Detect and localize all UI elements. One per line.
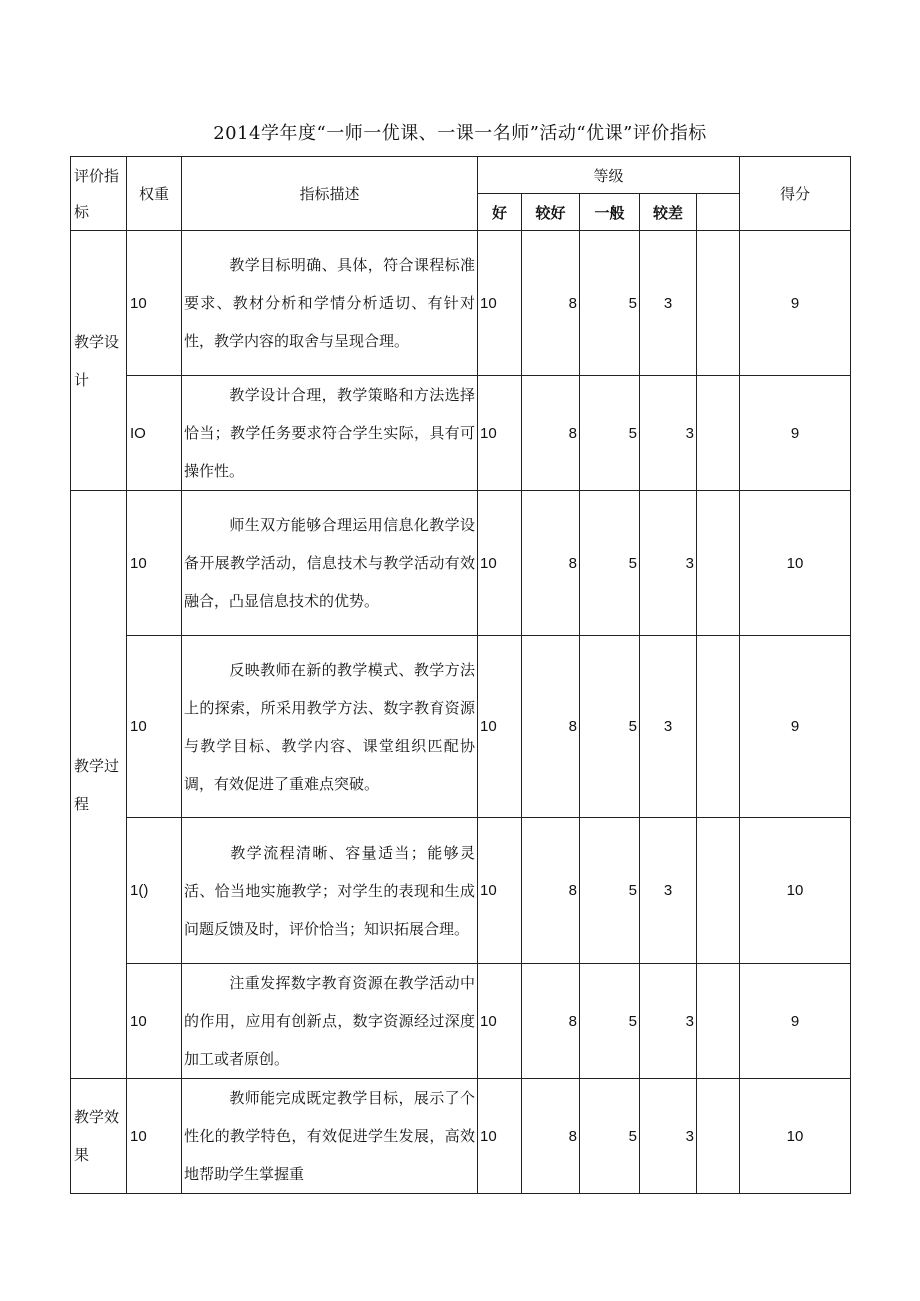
weight-cell: 10: [127, 964, 182, 1079]
header-level-good: 好: [478, 194, 522, 231]
blank-cell: [697, 376, 740, 491]
level-poor-value: 3: [640, 231, 697, 376]
level-good-value: 10: [478, 1079, 522, 1194]
description-text: 教师能完成既定教学目标，展示了个性化的教学特色，有效促进学生发展，高效地帮助学生掌握重: [184, 1089, 475, 1183]
level-poor-value: 3: [640, 491, 697, 636]
level-average-value: 5: [580, 231, 640, 376]
level-fair-value: 8: [522, 964, 580, 1079]
blank-cell: [697, 636, 740, 818]
level-average-value: 5: [580, 636, 640, 818]
header-score: 得分: [740, 157, 851, 231]
level-fair-value: 8: [522, 818, 580, 964]
header-grade: 等级: [478, 157, 740, 194]
level-fair-value: 8: [522, 491, 580, 636]
level-poor-value: 3: [640, 636, 697, 818]
level-average-value: 5: [580, 1079, 640, 1194]
level-fair-value: 8: [522, 231, 580, 376]
level-poor-value: 3: [640, 964, 697, 1079]
description-text: 师生双方能够合理运用信息化教学设备开展教学活动，信息技术与教学活动有效融合，凸显信息技术的优势。: [184, 516, 475, 610]
score-value: 9: [740, 636, 851, 818]
document-title: 2014学年度“一师一优课、一课一名师”活动“优课”评价指标: [213, 123, 707, 144]
blank-cell: [697, 818, 740, 964]
level-good-value: 10: [478, 491, 522, 636]
score-value: 9: [740, 376, 851, 491]
blank-cell: [697, 1079, 740, 1194]
category-cell: 教学效果: [71, 1079, 127, 1194]
description-cell: [182, 231, 478, 376]
blank-cell: [697, 231, 740, 376]
description-text: 注重发挥数字教育资源在教学活动中的作用，应用有创新点，数字资源经过深度加工或者原创。: [184, 974, 475, 1068]
description-cell: [182, 818, 478, 964]
level-poor-value: 3: [640, 376, 697, 491]
header-level-fair: 较好: [522, 194, 580, 231]
level-fair-value: 8: [522, 376, 580, 491]
table-row: [71, 636, 851, 818]
blank-cell: [697, 964, 740, 1079]
score-value: 9: [740, 231, 851, 376]
category-cell: 教学过程: [71, 491, 127, 1079]
header-category: 评价指标: [71, 157, 127, 231]
header-description: 指标描述: [182, 157, 478, 231]
level-average-value: 5: [580, 818, 640, 964]
level-fair-value: 8: [522, 636, 580, 818]
table-row: [71, 491, 851, 636]
description-text: 教学流程清晰、容量适当；能够灵活、恰当地实施教学；对学生的表现和生成问题反馈及时，评价恰当；知识拓展合理。: [184, 843, 475, 938]
header-level-average: 一般: [580, 194, 640, 231]
level-poor-value: 3: [640, 818, 697, 964]
weight-cell: 1(): [127, 818, 182, 964]
header-weight: 权重: [127, 157, 182, 231]
table-row: [71, 964, 851, 1079]
score-value: 10: [740, 818, 851, 964]
blank-cell: [697, 491, 740, 636]
level-good-value: 10: [478, 636, 522, 818]
category-cell: 教学设计: [71, 231, 127, 491]
level-average-value: 5: [580, 491, 640, 636]
evaluation-table: [70, 156, 851, 1194]
level-average-value: 5: [580, 376, 640, 491]
description-text: 教学目标明确、具体，符合课程标准要求、教材分析和学情分析适切、有针对性，教学内容的取舍与呈现合理。: [184, 256, 475, 350]
table-row: [71, 231, 851, 376]
weight-cell: 10: [127, 636, 182, 818]
score-value: 10: [740, 491, 851, 636]
description-cell: [182, 491, 478, 636]
description-cell: [182, 636, 478, 818]
level-good-value: 10: [478, 964, 522, 1079]
score-value: 9: [740, 964, 851, 1079]
level-good-value: 10: [478, 818, 522, 964]
table-row: [71, 1079, 851, 1194]
description-text: 教学设计合理，教学策略和方法选择恰当；教学任务要求符合学生实际，具有可操作性。: [184, 386, 475, 480]
header-level-blank: [697, 194, 740, 231]
table-row: [71, 818, 851, 964]
score-value: 10: [740, 1079, 851, 1194]
description-text: 反映教师在新的教学模式、教学方法上的探索，所采用教学方法、数字教育资源与教学目标、教学内容、课堂组织匹配协调，有效促进了重难点突破。: [184, 660, 475, 793]
level-poor-value: 3: [640, 1079, 697, 1194]
table-row: [71, 376, 851, 491]
weight-cell: 10: [127, 231, 182, 376]
weight-cell: IO: [127, 376, 182, 491]
level-average-value: 5: [580, 964, 640, 1079]
description-cell: [182, 1079, 478, 1194]
weight-cell: 10: [127, 491, 182, 636]
header-level-poor: 较差: [640, 194, 697, 231]
weight-cell: 10: [127, 1079, 182, 1194]
description-cell: [182, 964, 478, 1079]
level-fair-value: 8: [522, 1079, 580, 1194]
header-row-1: [71, 157, 851, 194]
level-good-value: 10: [478, 231, 522, 376]
level-good-value: 10: [478, 376, 522, 491]
description-cell: [182, 376, 478, 491]
